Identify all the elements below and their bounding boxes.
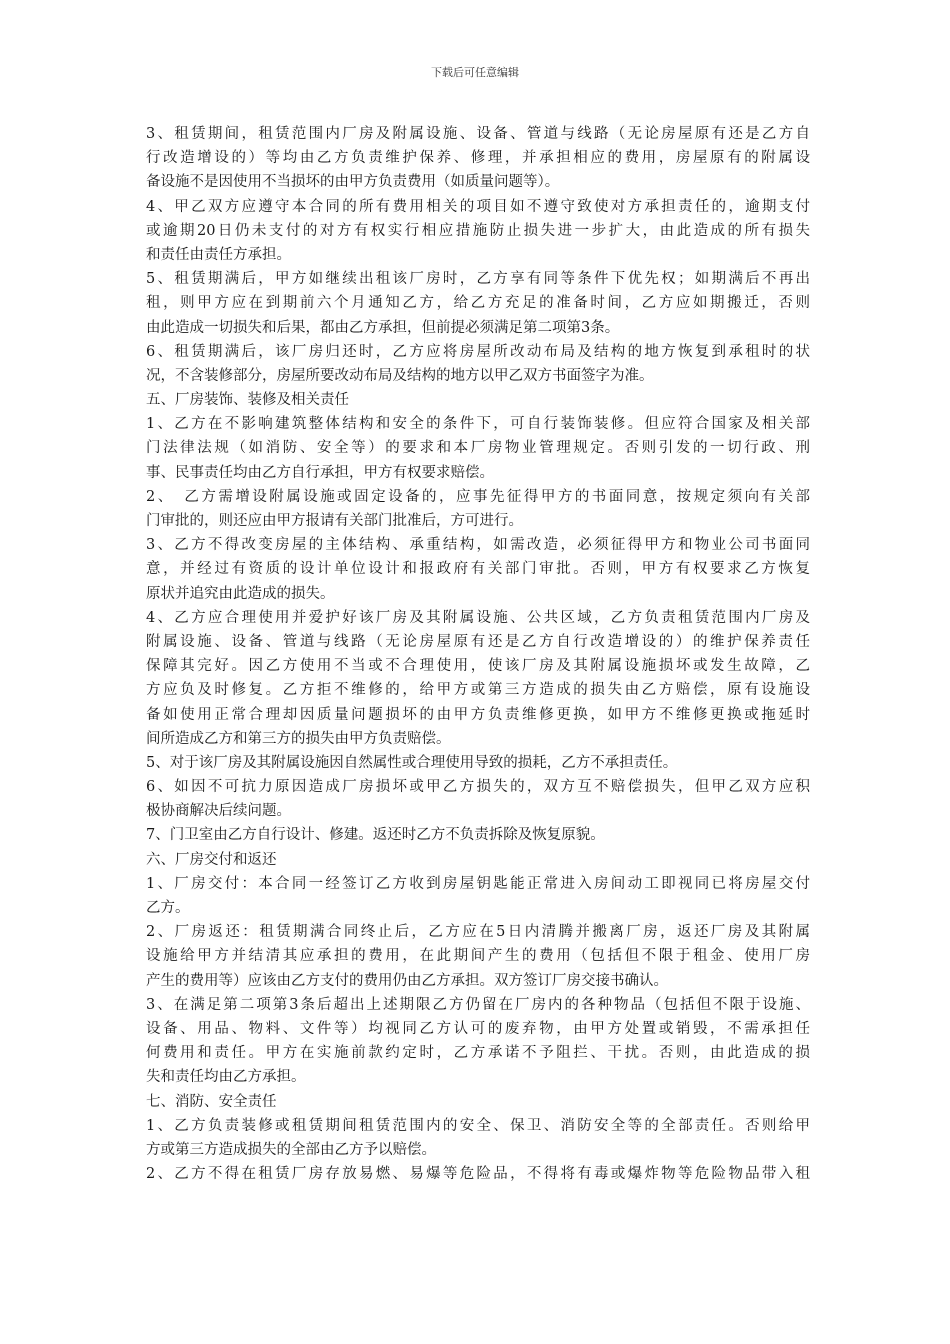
document-line: 方应负及时修复。乙方拒不维修的，给甲方或第三方造成的损失由乙方赔偿，原有设施设	[146, 682, 810, 699]
document-line: 5、对于该厂房及其附属设施因自然属性或合理使用导致的损耗，乙方不承担责任。	[146, 754, 678, 771]
document-line: 门法律法规（如消防、安全等）的要求和本厂房物业管理规定。否则引发的一切行政、刑	[146, 440, 810, 457]
document-line: 4、甲乙双方应遵守本合同的所有费用相关的项目如不遵守致使对方承担责任的，逾期支付	[146, 198, 810, 215]
document-line: 失和责任均由乙方承担。	[146, 1069, 306, 1086]
document-line: 6、租赁期满后，该厂房归还时，乙方应将房屋所改动布局及结构的地方恢复到承租时的状	[146, 343, 810, 360]
document-line: 3、在满足第二项第3条后超出上述期限乙方仍留在厂房内的各种物品（包括但不限于设施、	[146, 996, 810, 1013]
document-line: 设施给甲方并结清其应承担的费用，在此期间产生的费用（包括但不限于租金、使用厂房	[146, 948, 810, 965]
document-line: 事、民事责任均由乙方自行承担，甲方有权要求赔偿。	[146, 464, 494, 481]
document-line: 由此造成一切损失和后果，都由乙方承担，但前提必须满足第二项第3条。	[146, 319, 620, 336]
document-body	[146, 122, 810, 1186]
document-line: 况，不含装修部分，房屋所要改动布局及结构的地方以甲乙双方书面签字为准。	[146, 367, 654, 384]
document-line: 六、厂房交付和返还	[146, 851, 277, 868]
document-line: 2、 乙方需增设附属设施或固定设备的，应事先征得甲方的书面同意，按规定须向有关部	[146, 488, 810, 505]
document-line: 附属设施、设备、管道与线路（无论房屋原有还是乙方自行改造增设的）的维护保养责任	[146, 633, 810, 650]
document-line: 间所造成乙方和第三方的损失由甲方负责赔偿。	[146, 730, 451, 747]
document-line: 2、厂房返还：租赁期满合同终止后，乙方应在5日内清腾并搬离厂房，返还厂房及其附属	[146, 924, 810, 941]
document-line: 何费用和责任。甲方在实施前款约定时，乙方承诺不予阻拦、干扰。否则，由此造成的损	[146, 1045, 810, 1062]
document-line: 4、乙方应合理使用并爱护好该厂房及其附属设施、公共区域，乙方负责租赁范围内厂房及	[146, 609, 810, 626]
document-line: 极协商解决后续问题。	[146, 803, 291, 820]
document-line: 产生的费用等）应该由乙方支付的费用仍由乙方承担。双方签订厂房交接书确认。	[146, 972, 668, 989]
document-line: 备如使用正常合理却因质量问题损坏的由甲方负责维修更换，如甲方不维修更换或拖延时	[146, 706, 810, 723]
document-line: 意，并经过有资质的设计单位设计和报政府有关部门审批。否则，甲方有权要求乙方恢复	[146, 561, 810, 578]
document-line: 或逾期20日仍未支付的对方有权实行相应措施防止损失进一步扩大，由此造成的所有损失	[146, 222, 810, 239]
document-line: 备设施不是因使用不当损坏的由甲方负责费用（如质量问题等）。	[146, 174, 560, 191]
document-line: 和责任由责任方承担。	[146, 246, 291, 263]
document-line: 门审批的，则还应由甲方报请有关部门批准后，方可进行。	[146, 513, 523, 529]
document-line: 1、乙方负责装修或租赁期间租赁范围内的安全、保卫、消防安全等的全部责任。否则给甲	[146, 1117, 810, 1134]
document-line: 五、厂房装饰、装修及相关责任	[146, 392, 349, 409]
page-header-note: 下载后可任意编辑	[431, 66, 519, 79]
document-line: 5、租赁期满后，甲方如继续出租该厂房时，乙方享有同等条件下优先权；如期满后不再出	[146, 271, 810, 288]
document-line: 2、乙方不得在租赁厂房存放易燃、易爆等危险品，不得将有毒或爆炸物等危险物品带入租	[146, 1166, 810, 1183]
document-line: 1、厂房交付：本合同一经签订乙方收到房屋钥匙能正常进入房间动工即视同已将房屋交付	[146, 875, 810, 892]
document-line: 设备、用品、物料、文件等）均视同乙方认可的废弃物，由甲方处置或销毁，不需承担任	[146, 1020, 810, 1037]
document-line: 6、如因不可抗力原因造成厂房损坏或甲乙方损失的，双方互不赔偿损失，但甲乙双方应积	[146, 779, 810, 796]
document-line: 3、乙方不得改变房屋的主体结构、承重结构，如需改造，必须征得甲方和物业公司书面同	[146, 537, 810, 554]
document-line: 方或第三方造成损失的全部由乙方予以赔偿。	[146, 1141, 436, 1158]
document-line: 3、租赁期间，租赁范围内厂房及附属设施、设备、管道与线路（无论房屋原有还是乙方自	[146, 126, 810, 142]
document-line: 七、消防、安全责任	[146, 1093, 277, 1110]
document-line: 1、乙方在不影响建筑整体结构和安全的条件下，可自行装饰装修。但应符合国家及相关部	[146, 416, 810, 433]
document-line: 行改造增设的）等均由乙方负责维护保养、修理，并承担相应的费用，房屋原有的附属设	[146, 150, 810, 167]
document-line: 租，则甲方应在到期前六个月通知乙方，给乙方充足的准备时间，乙方应如期搬迁，否则	[146, 295, 810, 312]
document-line: 乙方。	[146, 900, 190, 916]
document-line: 保障其完好。因乙方使用不当或不合理使用，使该厂房及其附属设施损坏或发生故障，乙	[146, 658, 810, 675]
document-line: 7、门卫室由乙方自行设计、修建。返还时乙方不负责拆除及恢复原貌。	[146, 827, 605, 844]
document-line: 原状并追究由此造成的损失。	[146, 585, 335, 602]
